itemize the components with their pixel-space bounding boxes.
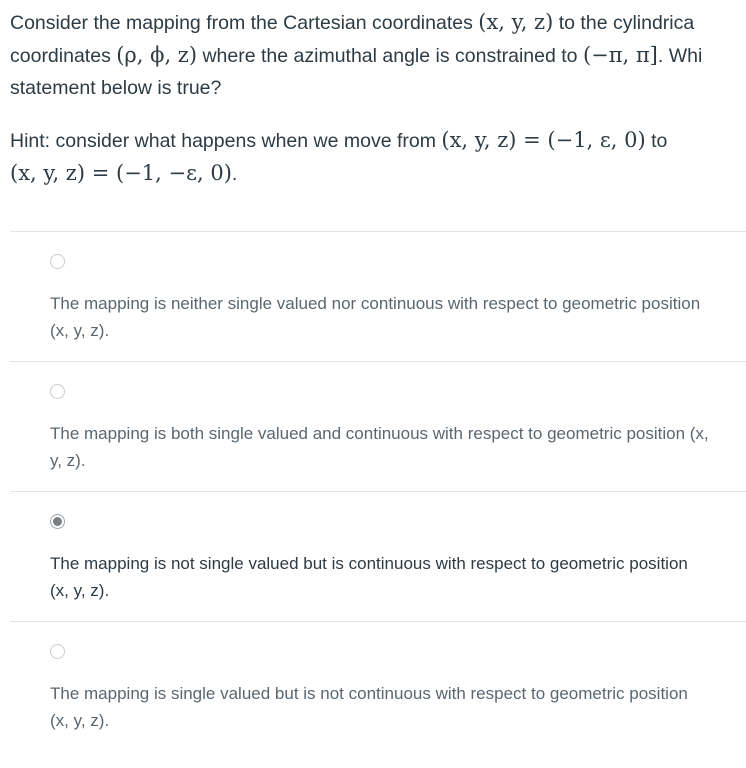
hint-line-1: [10, 124, 746, 157]
hint-text-span: Hint: consider what happens when we move from: [10, 130, 442, 152]
answer-label[interactable]: The mapping is not single valued but is continuous with respect to geometric position (x, y, z).: [50, 554, 688, 600]
answer-list: [10, 231, 746, 751]
question-text-span: Consider the mapping from the Cartesian coordinates: [10, 12, 479, 34]
question-line-3: statement below is true?: [10, 77, 222, 99]
radio-button[interactable]: [50, 644, 65, 659]
question-line-1: [10, 6, 746, 39]
hint-text-span: to: [645, 130, 668, 152]
question-text-span: to the cylindrica: [553, 12, 695, 34]
answer-label[interactable]: The mapping is both single valued and continuous with respect to geometric position (x, y, z).: [50, 424, 709, 470]
math-rho-phi-z: (ρ, ϕ, z): [116, 43, 198, 67]
answer-option-3[interactable]: [10, 491, 746, 621]
radio-button[interactable]: [50, 254, 65, 269]
math-end-point: (x, y, z) = (−1, −ε, 0): [10, 161, 232, 185]
answer-option-2[interactable]: [10, 361, 746, 491]
question-text: [10, 6, 746, 190]
answer-label[interactable]: The mapping is neither single valued nor continuous with respect to geometric position (x, y, z).: [50, 294, 701, 340]
question-line-2: [10, 39, 746, 72]
math-interval: (−π, π]: [582, 43, 658, 67]
math-xyz: (x, y, z): [478, 10, 554, 34]
answer-option-1[interactable]: [10, 231, 746, 361]
radio-button[interactable]: [50, 384, 65, 399]
hint-line-2: [10, 157, 746, 190]
question-text-span: where the azimuthal angle is constrained to: [197, 45, 583, 67]
question-text-span: . Whi: [657, 45, 703, 67]
radio-button[interactable]: [50, 514, 65, 529]
hint-text-span: .: [231, 163, 238, 185]
answer-label[interactable]: The mapping is single valued but is not continuous with respect to geometric position (x, y, z).: [50, 684, 688, 730]
math-start-point: (x, y, z) = (−1, ε, 0): [441, 128, 646, 152]
answer-option-4[interactable]: [10, 621, 746, 751]
question-text-span: coordinates: [10, 45, 117, 67]
